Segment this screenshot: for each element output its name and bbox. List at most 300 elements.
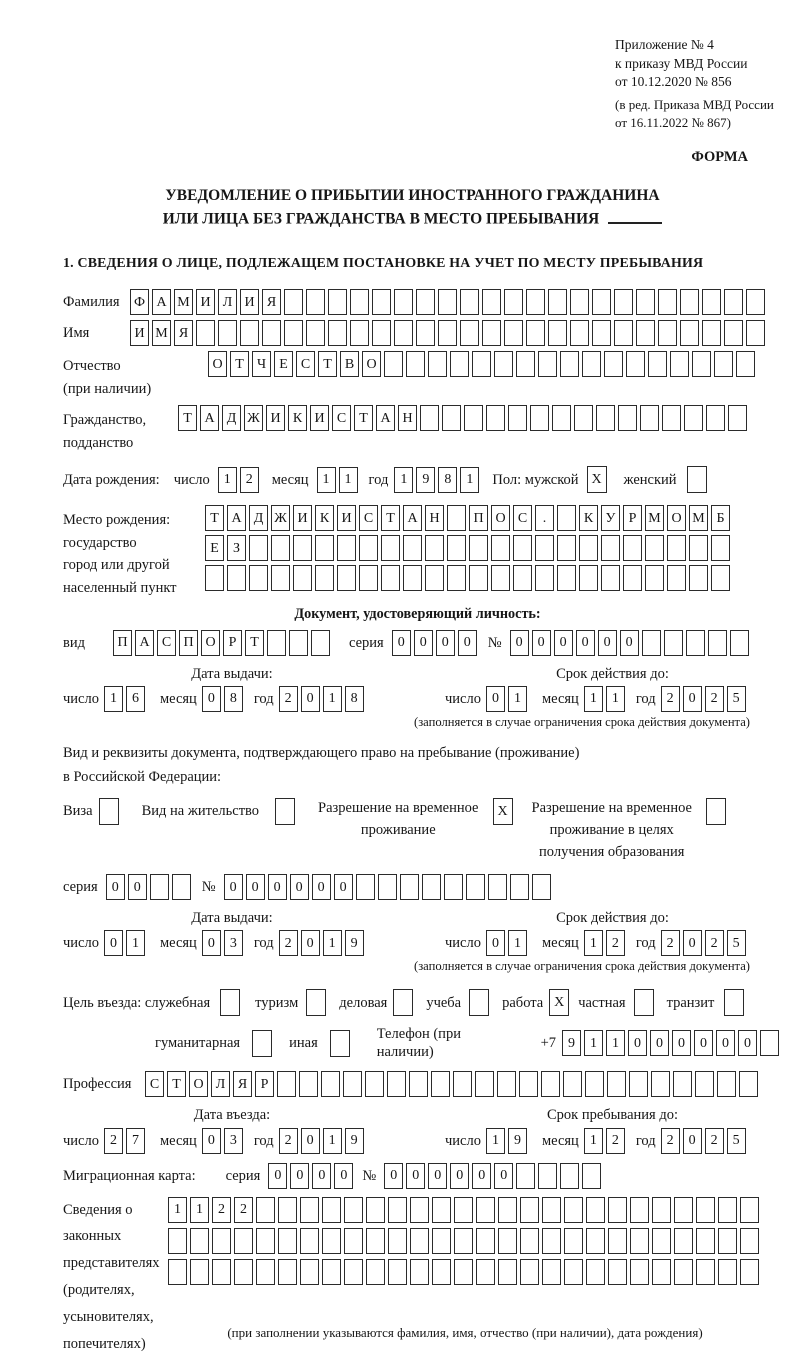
char-cell[interactable] <box>409 1071 428 1097</box>
birth-place-row2-cells[interactable] <box>205 535 733 561</box>
char-cell[interactable]: И <box>337 505 356 531</box>
char-cell[interactable] <box>271 535 290 561</box>
char-cell[interactable]: 9 <box>345 1128 364 1154</box>
char-cell[interactable] <box>570 320 589 346</box>
char-cell[interactable]: Ж <box>271 505 290 531</box>
char-cell[interactable] <box>491 535 510 561</box>
representatives-row2-cells[interactable] <box>168 1228 762 1254</box>
char-cell[interactable]: О <box>189 1071 208 1097</box>
char-cell[interactable]: 9 <box>345 930 364 956</box>
char-cell[interactable] <box>516 351 535 377</box>
char-cell[interactable] <box>740 1259 759 1285</box>
char-cell[interactable]: 9 <box>416 467 435 493</box>
char-cell[interactable] <box>322 1259 341 1285</box>
char-cell[interactable] <box>205 565 224 591</box>
char-cell[interactable]: 1 <box>190 1197 209 1223</box>
char-cell[interactable]: 0 <box>202 1128 221 1154</box>
char-cell[interactable] <box>696 1197 715 1223</box>
residence-valid-year-cells[interactable] <box>661 930 749 956</box>
char-cell[interactable] <box>306 289 325 315</box>
char-cell[interactable]: 0 <box>414 630 433 656</box>
char-cell[interactable] <box>652 1259 671 1285</box>
char-cell[interactable] <box>526 289 545 315</box>
char-cell[interactable] <box>614 320 633 346</box>
identity-kind-cells[interactable] <box>113 630 333 656</box>
char-cell[interactable]: 5 <box>727 1128 746 1154</box>
char-cell[interactable]: 0 <box>694 1030 713 1056</box>
char-cell[interactable] <box>366 1228 385 1254</box>
char-cell[interactable]: 9 <box>562 1030 581 1056</box>
residence-issue-day-cells[interactable] <box>104 930 148 956</box>
char-cell[interactable]: 1 <box>394 467 413 493</box>
char-cell[interactable] <box>689 535 708 561</box>
char-cell[interactable] <box>718 1259 737 1285</box>
char-cell[interactable] <box>607 1071 626 1097</box>
char-cell[interactable] <box>730 630 749 656</box>
char-cell[interactable] <box>300 1197 319 1223</box>
char-cell[interactable] <box>498 1228 517 1254</box>
char-cell[interactable] <box>381 535 400 561</box>
char-cell[interactable]: Р <box>623 505 642 531</box>
char-cell[interactable]: 0 <box>268 1163 287 1189</box>
char-cell[interactable] <box>648 351 667 377</box>
char-cell[interactable] <box>328 289 347 315</box>
stay-month-cells[interactable] <box>584 1128 628 1154</box>
char-cell[interactable]: 1 <box>584 930 603 956</box>
purpose-commercial-checkbox[interactable] <box>393 989 416 1016</box>
char-cell[interactable]: 2 <box>240 467 259 493</box>
char-cell[interactable] <box>560 1163 579 1189</box>
char-cell[interactable]: А <box>152 289 171 315</box>
char-cell[interactable] <box>696 1228 715 1254</box>
char-cell[interactable]: 0 <box>290 874 309 900</box>
char-cell[interactable]: Т <box>245 630 264 656</box>
char-cell[interactable] <box>388 1197 407 1223</box>
char-cell[interactable] <box>306 320 325 346</box>
char-cell[interactable]: К <box>315 505 334 531</box>
char-cell[interactable] <box>614 289 633 315</box>
char-cell[interactable] <box>673 1071 692 1097</box>
char-cell[interactable] <box>516 1163 535 1189</box>
char-cell[interactable]: 0 <box>510 630 529 656</box>
char-cell[interactable]: 0 <box>290 1163 309 1189</box>
char-cell[interactable] <box>359 535 378 561</box>
char-cell[interactable]: 0 <box>472 1163 491 1189</box>
char-cell[interactable]: X <box>549 989 569 1016</box>
purpose-business-checkbox[interactable] <box>220 989 243 1016</box>
char-cell[interactable]: И <box>240 289 259 315</box>
birth-place-row3-cells[interactable] <box>205 565 733 591</box>
char-cell[interactable]: 8 <box>345 686 364 712</box>
char-cell[interactable]: Д <box>249 505 268 531</box>
char-cell[interactable] <box>472 351 491 377</box>
char-cell[interactable] <box>658 289 677 315</box>
entry-year-cells[interactable] <box>279 1128 367 1154</box>
char-cell[interactable]: 0 <box>301 930 320 956</box>
char-cell[interactable] <box>476 1259 495 1285</box>
entry-day-cells[interactable] <box>104 1128 148 1154</box>
char-cell[interactable]: 1 <box>460 467 479 493</box>
char-cell[interactable] <box>586 1259 605 1285</box>
purpose-private-checkbox[interactable] <box>634 989 657 1016</box>
char-cell[interactable] <box>601 565 620 591</box>
char-cell[interactable] <box>520 1228 539 1254</box>
char-cell[interactable] <box>350 289 369 315</box>
char-cell[interactable] <box>686 630 705 656</box>
char-cell[interactable] <box>498 1259 517 1285</box>
char-cell[interactable] <box>658 320 677 346</box>
char-cell[interactable] <box>670 351 689 377</box>
char-cell[interactable] <box>403 535 422 561</box>
stay-day-cells[interactable] <box>486 1128 530 1154</box>
char-cell[interactable] <box>526 320 545 346</box>
birth-place-row1-cells[interactable] <box>205 505 733 531</box>
char-cell[interactable] <box>508 405 527 431</box>
char-cell[interactable]: С <box>157 630 176 656</box>
char-cell[interactable]: 2 <box>234 1197 253 1223</box>
char-cell[interactable] <box>343 1071 362 1097</box>
char-cell[interactable] <box>520 1197 539 1223</box>
char-cell[interactable] <box>252 1030 272 1057</box>
char-cell[interactable]: Я <box>174 320 193 346</box>
phone-cells[interactable] <box>562 1030 782 1056</box>
char-cell[interactable] <box>277 1071 296 1097</box>
char-cell[interactable]: Т <box>178 405 197 431</box>
char-cell[interactable] <box>680 289 699 315</box>
char-cell[interactable] <box>740 1197 759 1223</box>
char-cell[interactable] <box>454 1197 473 1223</box>
char-cell[interactable] <box>560 351 579 377</box>
char-cell[interactable]: 7 <box>126 1128 145 1154</box>
char-cell[interactable] <box>494 351 513 377</box>
char-cell[interactable] <box>454 1259 473 1285</box>
char-cell[interactable] <box>422 874 441 900</box>
char-cell[interactable]: 2 <box>705 1128 724 1154</box>
char-cell[interactable]: 0 <box>334 874 353 900</box>
char-cell[interactable] <box>240 320 259 346</box>
char-cell[interactable] <box>724 989 744 1016</box>
char-cell[interactable] <box>278 1259 297 1285</box>
char-cell[interactable]: И <box>310 405 329 431</box>
identity-valid-day-cells[interactable] <box>486 686 530 712</box>
char-cell[interactable] <box>629 1071 648 1097</box>
char-cell[interactable] <box>196 320 215 346</box>
char-cell[interactable] <box>557 535 576 561</box>
char-cell[interactable] <box>469 989 489 1016</box>
char-cell[interactable] <box>476 1197 495 1223</box>
char-cell[interactable] <box>717 1071 736 1097</box>
char-cell[interactable]: 1 <box>584 1128 603 1154</box>
char-cell[interactable]: 1 <box>339 467 358 493</box>
char-cell[interactable] <box>403 565 422 591</box>
char-cell[interactable]: И <box>196 289 215 315</box>
char-cell[interactable]: 1 <box>104 686 123 712</box>
char-cell[interactable]: 0 <box>486 686 505 712</box>
char-cell[interactable] <box>662 405 681 431</box>
char-cell[interactable]: Л <box>211 1071 230 1097</box>
char-cell[interactable] <box>746 320 765 346</box>
char-cell[interactable] <box>645 535 664 561</box>
char-cell[interactable] <box>535 565 554 591</box>
char-cell[interactable]: Ч <box>252 351 271 377</box>
char-cell[interactable]: 6 <box>126 686 145 712</box>
residence-number-cells[interactable] <box>224 874 554 900</box>
char-cell[interactable] <box>388 1228 407 1254</box>
char-cell[interactable]: 5 <box>727 930 746 956</box>
firstname-cells[interactable] <box>130 320 768 346</box>
char-cell[interactable] <box>586 1197 605 1223</box>
char-cell[interactable] <box>667 535 686 561</box>
char-cell[interactable]: 1 <box>317 467 336 493</box>
char-cell[interactable]: Е <box>274 351 293 377</box>
char-cell[interactable]: И <box>130 320 149 346</box>
char-cell[interactable] <box>538 351 557 377</box>
char-cell[interactable] <box>289 630 308 656</box>
char-cell[interactable] <box>425 535 444 561</box>
char-cell[interactable]: 0 <box>598 630 617 656</box>
char-cell[interactable] <box>564 1228 583 1254</box>
char-cell[interactable] <box>344 1228 363 1254</box>
char-cell[interactable] <box>410 1259 429 1285</box>
char-cell[interactable]: И <box>293 505 312 531</box>
char-cell[interactable]: 0 <box>620 630 639 656</box>
representatives-row3-cells[interactable] <box>168 1259 762 1285</box>
char-cell[interactable] <box>706 405 725 431</box>
char-cell[interactable] <box>384 351 403 377</box>
char-cell[interactable] <box>311 630 330 656</box>
char-cell[interactable]: 1 <box>126 930 145 956</box>
char-cell[interactable]: Т <box>205 505 224 531</box>
sex-female-checkbox[interactable] <box>687 466 710 493</box>
char-cell[interactable]: С <box>513 505 532 531</box>
identity-series-cells[interactable] <box>392 630 480 656</box>
char-cell[interactable]: 2 <box>661 1128 680 1154</box>
char-cell[interactable] <box>469 565 488 591</box>
char-cell[interactable]: 0 <box>716 1030 735 1056</box>
sex-male-checkbox[interactable] <box>587 466 610 493</box>
char-cell[interactable]: 2 <box>279 930 298 956</box>
char-cell[interactable]: 2 <box>606 1128 625 1154</box>
birth-month-cells[interactable] <box>317 467 361 493</box>
char-cell[interactable]: А <box>200 405 219 431</box>
residence-issue-month-cells[interactable] <box>202 930 246 956</box>
char-cell[interactable]: Т <box>381 505 400 531</box>
temp-permit-checkbox[interactable] <box>493 798 516 825</box>
char-cell[interactable] <box>630 1259 649 1285</box>
char-cell[interactable]: 2 <box>104 1128 123 1154</box>
char-cell[interactable] <box>321 1071 340 1097</box>
char-cell[interactable]: 0 <box>494 1163 513 1189</box>
char-cell[interactable] <box>519 1071 538 1097</box>
char-cell[interactable] <box>760 1030 779 1056</box>
char-cell[interactable]: 0 <box>104 930 123 956</box>
char-cell[interactable]: 0 <box>268 874 287 900</box>
char-cell[interactable]: 0 <box>672 1030 691 1056</box>
char-cell[interactable] <box>168 1228 187 1254</box>
char-cell[interactable] <box>475 1071 494 1097</box>
char-cell[interactable]: Т <box>318 351 337 377</box>
char-cell[interactable] <box>249 535 268 561</box>
char-cell[interactable] <box>284 320 303 346</box>
char-cell[interactable] <box>714 351 733 377</box>
purpose-humanitarian-checkbox[interactable] <box>252 1030 275 1057</box>
char-cell[interactable]: П <box>469 505 488 531</box>
char-cell[interactable] <box>504 289 523 315</box>
char-cell[interactable] <box>406 351 425 377</box>
char-cell[interactable]: М <box>174 289 193 315</box>
char-cell[interactable] <box>366 1259 385 1285</box>
char-cell[interactable]: 0 <box>202 686 221 712</box>
char-cell[interactable]: С <box>145 1071 164 1097</box>
char-cell[interactable] <box>394 289 413 315</box>
char-cell[interactable]: Т <box>230 351 249 377</box>
char-cell[interactable] <box>256 1259 275 1285</box>
char-cell[interactable]: Б <box>711 505 730 531</box>
char-cell[interactable] <box>674 1259 693 1285</box>
char-cell[interactable]: З <box>227 535 246 561</box>
char-cell[interactable] <box>275 798 295 825</box>
migration-number-cells[interactable] <box>384 1163 604 1189</box>
char-cell[interactable] <box>372 320 391 346</box>
char-cell[interactable] <box>574 405 593 431</box>
char-cell[interactable]: 2 <box>705 686 724 712</box>
char-cell[interactable]: 2 <box>705 930 724 956</box>
char-cell[interactable] <box>736 351 755 377</box>
char-cell[interactable] <box>212 1228 231 1254</box>
char-cell[interactable] <box>608 1228 627 1254</box>
char-cell[interactable]: 1 <box>584 686 603 712</box>
char-cell[interactable] <box>711 565 730 591</box>
char-cell[interactable] <box>359 565 378 591</box>
char-cell[interactable] <box>416 289 435 315</box>
residence-valid-month-cells[interactable] <box>584 930 628 956</box>
char-cell[interactable]: Т <box>354 405 373 431</box>
char-cell[interactable]: С <box>296 351 315 377</box>
char-cell[interactable] <box>618 405 637 431</box>
char-cell[interactable] <box>530 405 549 431</box>
char-cell[interactable] <box>548 289 567 315</box>
identity-issue-year-cells[interactable] <box>279 686 367 712</box>
residence-issue-year-cells[interactable] <box>279 930 367 956</box>
char-cell[interactable]: 1 <box>323 1128 342 1154</box>
char-cell[interactable] <box>718 1228 737 1254</box>
char-cell[interactable] <box>432 1228 451 1254</box>
char-cell[interactable] <box>579 535 598 561</box>
char-cell[interactable]: Т <box>167 1071 186 1097</box>
char-cell[interactable] <box>388 1259 407 1285</box>
char-cell[interactable] <box>552 405 571 431</box>
char-cell[interactable] <box>466 874 485 900</box>
char-cell[interactable] <box>692 351 711 377</box>
char-cell[interactable] <box>394 320 413 346</box>
char-cell[interactable]: Л <box>218 289 237 315</box>
char-cell[interactable] <box>538 1163 557 1189</box>
char-cell[interactable] <box>488 874 507 900</box>
char-cell[interactable] <box>438 320 457 346</box>
char-cell[interactable] <box>300 1259 319 1285</box>
char-cell[interactable] <box>482 289 501 315</box>
char-cell[interactable]: И <box>266 405 285 431</box>
char-cell[interactable] <box>520 1259 539 1285</box>
char-cell[interactable]: 0 <box>384 1163 403 1189</box>
char-cell[interactable]: М <box>152 320 171 346</box>
char-cell[interactable] <box>645 565 664 591</box>
char-cell[interactable] <box>381 565 400 591</box>
edu-permit-checkbox[interactable] <box>706 798 729 825</box>
char-cell[interactable] <box>256 1228 275 1254</box>
char-cell[interactable]: 1 <box>508 686 527 712</box>
patronymic-cells[interactable] <box>208 351 758 377</box>
char-cell[interactable]: 2 <box>279 1128 298 1154</box>
char-cell[interactable]: Р <box>255 1071 274 1097</box>
char-cell[interactable] <box>630 1228 649 1254</box>
char-cell[interactable] <box>344 1259 363 1285</box>
char-cell[interactable] <box>532 874 551 900</box>
char-cell[interactable] <box>535 535 554 561</box>
char-cell[interactable] <box>234 1228 253 1254</box>
char-cell[interactable] <box>442 405 461 431</box>
char-cell[interactable] <box>469 535 488 561</box>
surname-cells[interactable] <box>130 289 768 315</box>
char-cell[interactable] <box>510 874 529 900</box>
visa-checkbox[interactable] <box>99 798 122 825</box>
char-cell[interactable]: 0 <box>128 874 147 900</box>
char-cell[interactable]: 0 <box>312 1163 331 1189</box>
char-cell[interactable] <box>99 798 119 825</box>
char-cell[interactable]: 0 <box>650 1030 669 1056</box>
char-cell[interactable] <box>299 1071 318 1097</box>
char-cell[interactable]: 5 <box>727 686 746 712</box>
char-cell[interactable] <box>416 320 435 346</box>
profession-cells[interactable] <box>145 1071 761 1097</box>
char-cell[interactable]: 8 <box>224 686 243 712</box>
char-cell[interactable] <box>674 1197 693 1223</box>
birth-day-cells[interactable] <box>218 467 262 493</box>
char-cell[interactable]: . <box>535 505 554 531</box>
char-cell[interactable]: 0 <box>486 930 505 956</box>
char-cell[interactable] <box>724 320 743 346</box>
char-cell[interactable] <box>227 565 246 591</box>
char-cell[interactable]: А <box>376 405 395 431</box>
char-cell[interactable] <box>640 405 659 431</box>
char-cell[interactable] <box>687 466 707 493</box>
char-cell[interactable] <box>585 1071 604 1097</box>
char-cell[interactable]: О <box>201 630 220 656</box>
identity-issue-month-cells[interactable] <box>202 686 246 712</box>
char-cell[interactable]: П <box>179 630 198 656</box>
char-cell[interactable]: О <box>491 505 510 531</box>
char-cell[interactable]: 1 <box>486 1128 505 1154</box>
char-cell[interactable]: 0 <box>406 1163 425 1189</box>
char-cell[interactable] <box>623 535 642 561</box>
purpose-work-checkbox[interactable] <box>549 989 572 1016</box>
char-cell[interactable] <box>718 1197 737 1223</box>
char-cell[interactable]: 1 <box>323 930 342 956</box>
char-cell[interactable]: 2 <box>606 930 625 956</box>
char-cell[interactable] <box>293 535 312 561</box>
residence-valid-day-cells[interactable] <box>486 930 530 956</box>
char-cell[interactable] <box>315 535 334 561</box>
char-cell[interactable] <box>689 565 708 591</box>
char-cell[interactable] <box>596 405 615 431</box>
char-cell[interactable] <box>450 351 469 377</box>
char-cell[interactable] <box>220 989 240 1016</box>
char-cell[interactable]: Н <box>398 405 417 431</box>
char-cell[interactable] <box>582 1163 601 1189</box>
char-cell[interactable]: М <box>689 505 708 531</box>
char-cell[interactable]: Ж <box>244 405 263 431</box>
char-cell[interactable]: Ф <box>130 289 149 315</box>
